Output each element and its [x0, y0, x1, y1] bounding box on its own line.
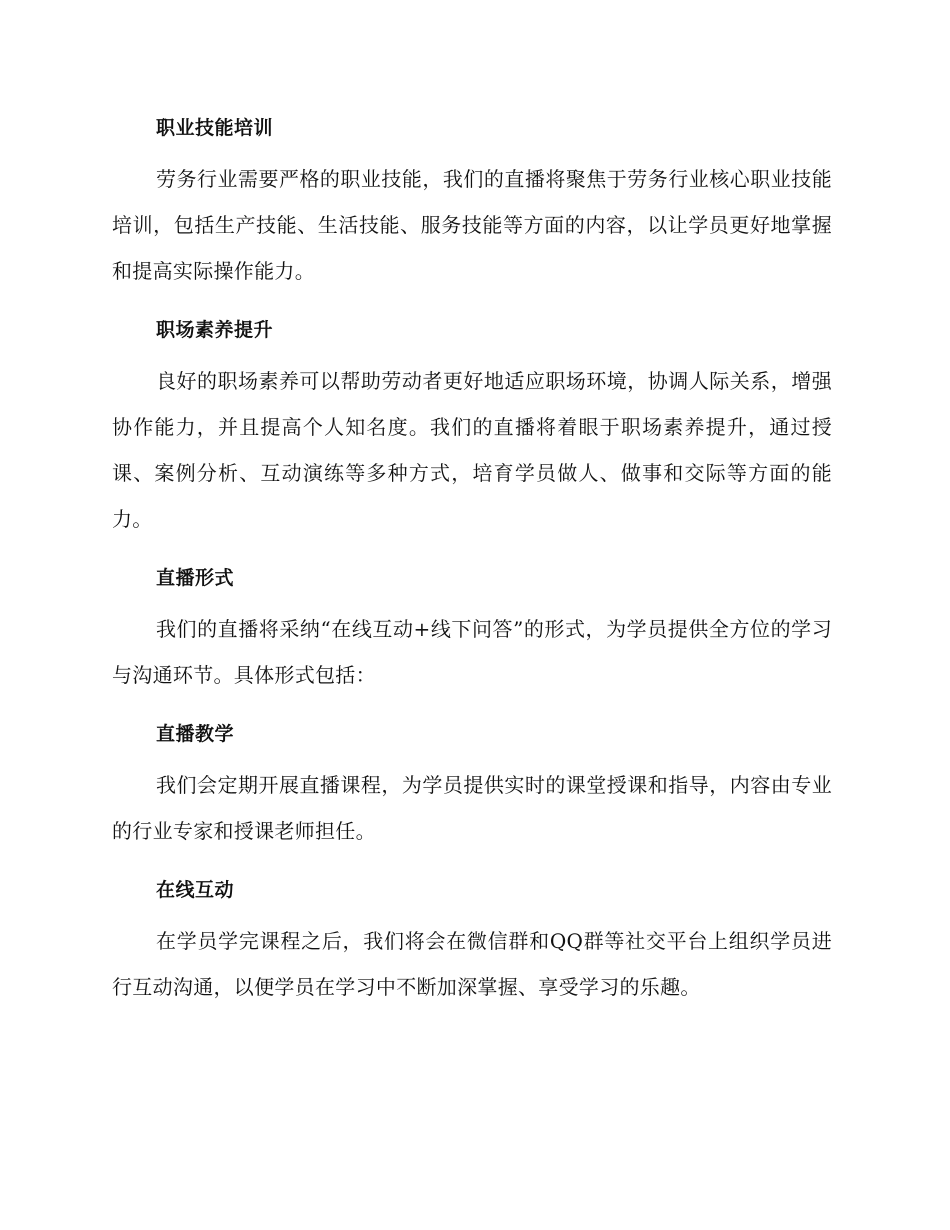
document-body: [112, 104, 832, 1010]
section-paragraph-live-format: 我们的直播将采纳“在线互动+线下问答”的形式，为学员提供全方位的学习与沟通环节。具体形式包括：: [112, 617, 832, 687]
section-heading-live-format: 直播形式: [156, 567, 235, 589]
section-paragraph-skills-training: 劳务行业需要严格的职业技能，我们的直播将聚焦于劳务行业核心职业技能培训，包括生产技能、生活技能、服务技能等方面的内容，以让学员更好地掌握和提高实际操作能力。: [112, 167, 832, 283]
section-paragraph-workplace-literacy: 良好的职场素养可以帮助劳动者更好地适应职场环境，协调人际关系，增强协作能力，并且提高个人知名度。我们的直播将着眼于职场素养提升，通过授课、案例分析、互动演练等多种方式，培育学员做人、做事和交际等方面的能力。: [112, 369, 832, 531]
section-paragraph-online-interaction: 在学员学完课程之后，我们将会在微信群和QQ群等社交平台上组织学员进行互动沟通，以便学员在学习中不断加深掌握、享受学习的乐趣。: [112, 929, 832, 999]
section-heading-live-teaching: 直播教学: [156, 723, 235, 745]
section-paragraph-live-teaching: 我们会定期开展直播课程，为学员提供实时的课堂授课和指导，内容由专业的行业专家和授课老师担任。: [112, 773, 832, 843]
section-heading-online-interaction: 在线互动: [156, 879, 235, 901]
section-heading-skills-training: 职业技能培训: [156, 117, 274, 139]
section-heading-workplace-literacy: 职场素养提升: [156, 319, 274, 341]
